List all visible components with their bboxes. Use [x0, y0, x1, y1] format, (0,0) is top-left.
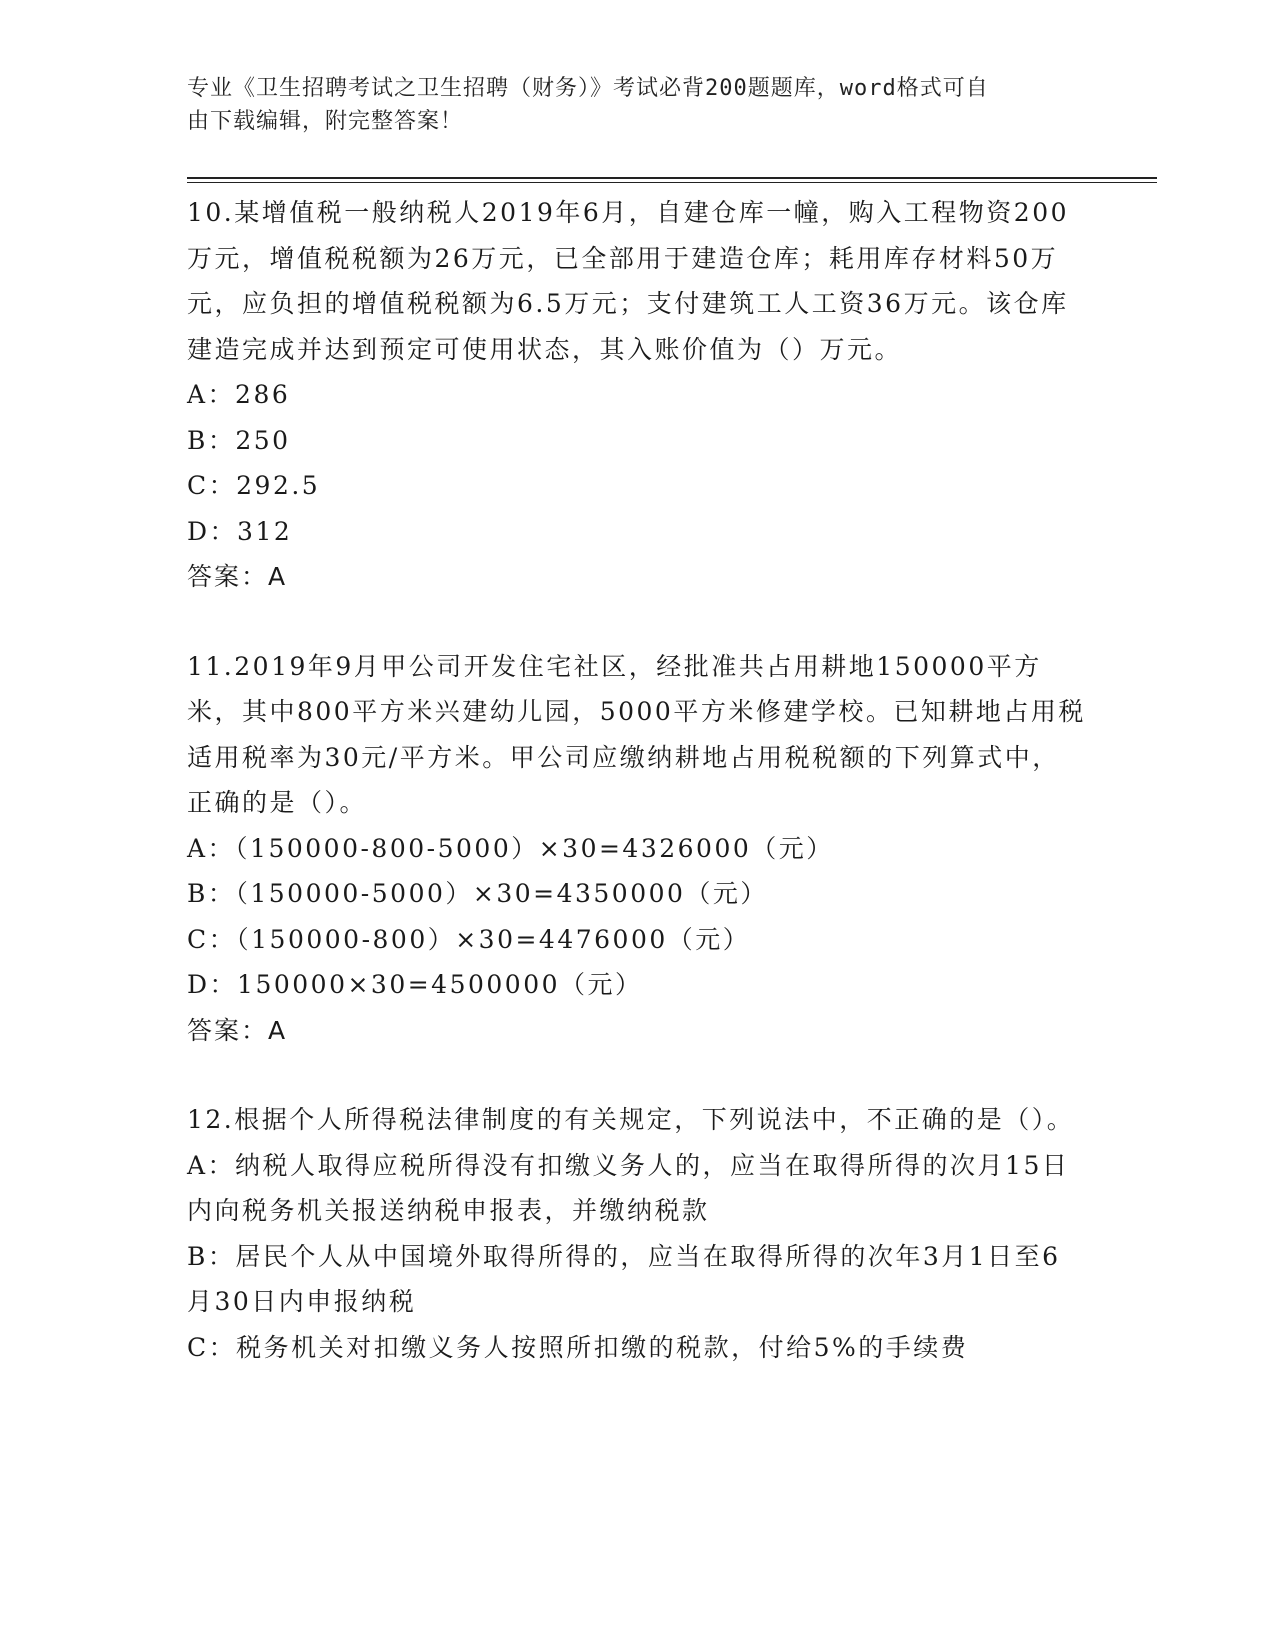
- answer-label: 答案：A: [187, 1015, 288, 1045]
- option-b: B：250: [187, 425, 291, 455]
- header-divider-thin: [187, 182, 1157, 183]
- option-d: D：312: [187, 516, 293, 546]
- question-list: [187, 190, 1087, 1414]
- header-divider-thick: [187, 177, 1157, 179]
- header-line-2: 由下载编辑，附完整答案！: [187, 109, 464, 134]
- option-a: A：（150000-800-5000）×30=4326000（元）: [187, 833, 834, 863]
- header-line-1: 专业《卫生招聘考试之卫生招聘（财务）》考试必背200题题库，word格式可自: [187, 76, 989, 101]
- option-c: C：税务机关对扣缴义务人按照所扣缴的税款，付给5%的手续费: [187, 1332, 969, 1362]
- option-b: B：居民个人从中国境外取得所得的，应当在取得所得的次年3月1日至6月30日内申报纳税: [187, 1241, 1061, 1316]
- option-d: D：150000×30=4500000（元）: [187, 970, 643, 999]
- question-text: 11.2019年9月甲公司开发住宅社区，经批准共占用耕地150000平方米，其中800平方米兴建幼儿园，5000平方米修建学校。已知耕地占用税适用税率为30元/平方米。甲公司应缴纳耕地占用税税额的下列算式中，正确的是（）。: [187, 651, 1086, 817]
- option-c: C：292.5: [187, 471, 321, 500]
- question-11: [187, 644, 1087, 1054]
- option-a: A：286: [187, 380, 291, 409]
- answer-label: 答案：A: [187, 562, 288, 591]
- option-b: B：（150000-5000）×30=4350000（元）: [187, 879, 768, 908]
- question-12: [187, 1097, 1087, 1370]
- question-text: 10.某增值税一般纳税人2019年6月，自建仓库一幢，购入工程物资200万元，增值税税额为26万元，已全部用于建造仓库；耗用库存材料50万元，应负担的增值税税额为6.5万元；支付建筑工人工资36万元。该仓库建造完成并达到预定可使用状态，其入账价值为（）万元。: [187, 198, 1070, 364]
- question-text: 12.根据个人所得税法律制度的有关规定，下列说法中，不正确的是（）。: [187, 1105, 1075, 1134]
- option-a: A：纳税人取得应税所得没有扣缴义务人的，应当在取得所得的次月15日内向税务机关报送纳税申报表，并缴纳税款: [187, 1150, 1070, 1225]
- document-header: [187, 72, 1067, 138]
- question-10: [187, 190, 1087, 600]
- option-c: C：（150000-800）×30=4476000（元）: [187, 924, 751, 954]
